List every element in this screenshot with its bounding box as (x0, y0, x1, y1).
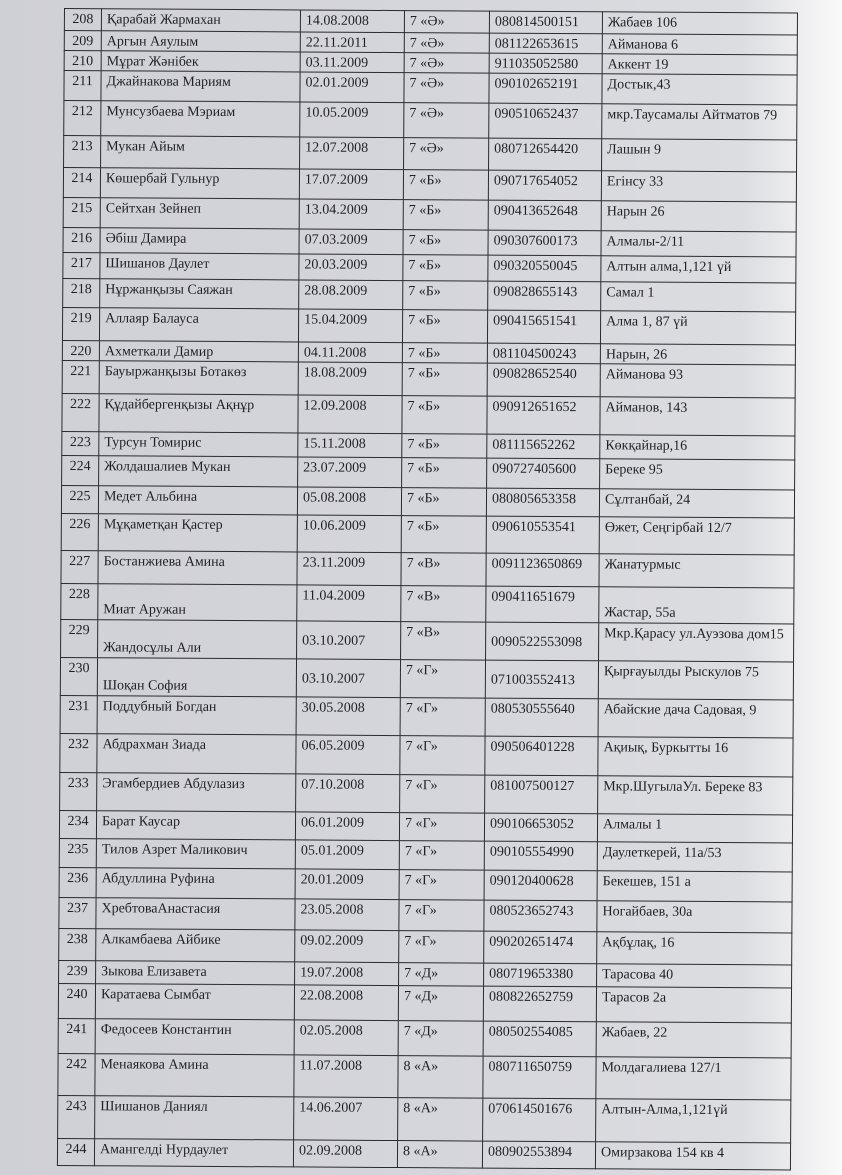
student-name: Шоқан София (97, 658, 296, 697)
student-name: Джайнакова Мариям (101, 71, 300, 102)
home-address: Мкр.Қарасу ул.Ауэзова дом15 (599, 623, 794, 662)
birth-date: 03.11.2009 (300, 52, 404, 73)
id-number: 090307600173 (488, 230, 601, 256)
home-address: Тарасов 2а (596, 987, 791, 1023)
student-name: Барат Каусар (96, 811, 295, 840)
home-address: Мкр.ШугылаУл. Береке 83 (598, 776, 793, 815)
student-name: Ахметкали Дамир (99, 341, 298, 362)
student-name: Жандосұлы Али (98, 620, 297, 659)
id-number: 090415651541 (487, 310, 600, 344)
student-name: Тилов Азрет Маликович (96, 839, 295, 869)
table-row (58, 983, 791, 1022)
table-row (60, 657, 793, 699)
class-grade: 7 «Г» (400, 775, 485, 814)
class-grade: 7 «Г» (399, 813, 484, 842)
student-name: Сейтхан Зейнеп (100, 198, 299, 229)
row-number: 211 (64, 71, 101, 101)
row-number: 231 (60, 695, 97, 733)
birth-date: 03.10.2007 (296, 659, 400, 698)
home-address: Самал 1 (601, 282, 796, 312)
class-grade: 7 «Ә» (404, 138, 489, 171)
student-name: Жолдашалиев Мукан (99, 456, 298, 487)
id-number: 090717654052 (488, 170, 601, 201)
row-number: 208 (64, 9, 101, 31)
table-row (59, 810, 792, 842)
birth-date: 12.07.2008 (300, 137, 404, 170)
id-number: 090727405600 (487, 458, 600, 489)
table-row (58, 1095, 791, 1142)
table-row (62, 455, 795, 489)
class-grade: 7 «Г» (399, 931, 484, 964)
table-row (61, 550, 794, 587)
table-row (60, 733, 793, 776)
row-number: 236 (59, 867, 96, 897)
class-grade: 7 «Ә» (404, 33, 489, 54)
id-number: 0091123650869 (486, 553, 599, 587)
birth-date: 11.04.2009 (297, 585, 401, 622)
table-row (63, 197, 796, 231)
id-number: 090828655143 (488, 281, 601, 311)
student-name: Каратаева Сымбат (95, 984, 294, 1020)
home-address: Абайские дача Садовая, 9 (598, 699, 793, 738)
row-number: 225 (61, 485, 98, 513)
row-number: 238 (59, 928, 96, 960)
birth-date: 13.04.2009 (299, 199, 403, 230)
home-address: Алма 1, 87 үй (600, 311, 795, 345)
class-grade: 7 «Г» (399, 841, 484, 871)
class-grade: 7 «Г» (400, 736, 485, 776)
class-grade: 8 «А» (398, 1098, 483, 1142)
id-number: 090912651652 (487, 396, 600, 435)
home-address: Қырғауылды Рыскулов 75 (598, 661, 793, 700)
class-grade: 7 «Д» (399, 963, 484, 987)
home-address: Береке 95 (600, 459, 795, 490)
home-address: Айманова 6 (602, 34, 797, 55)
id-number: 090506401228 (485, 736, 598, 776)
table-row (58, 1018, 791, 1057)
id-number: 090413652648 (488, 200, 601, 231)
id-number: 090320550045 (488, 255, 601, 282)
birth-date: 03.10.2007 (297, 621, 401, 660)
id-number: 090105554990 (484, 841, 597, 871)
id-number: 081007500127 (485, 775, 598, 814)
row-number: 223 (62, 431, 99, 455)
class-grade: 7 «Г» (400, 698, 485, 737)
home-address: Алмалы-2/11 (601, 231, 796, 257)
id-number: 081122653615 (489, 33, 602, 54)
student-name: Абдрахман Зиада (97, 734, 296, 774)
home-address: Бекешев, 151 а (597, 871, 792, 902)
row-number: 241 (58, 1018, 95, 1053)
student-name: Әбіш Дамира (100, 228, 299, 254)
birth-date: 02.09.2008 (293, 1140, 397, 1168)
student-name: Көшербай Гульнур (100, 168, 299, 199)
id-number: 080502554085 (483, 1021, 596, 1057)
class-grade: 7 «Б» (403, 255, 488, 282)
row-number: 226 (61, 513, 98, 550)
table-row (61, 513, 794, 554)
id-number: 080822652759 (483, 986, 596, 1022)
birth-date: 23.05.2008 (295, 899, 399, 931)
row-number: 229 (61, 619, 98, 657)
id-number: 080530555640 (485, 698, 598, 737)
table-row (63, 278, 796, 311)
class-grade: 7 «Б» (403, 281, 488, 311)
birth-date: 04.11.2008 (298, 342, 402, 363)
row-number: 230 (60, 657, 97, 695)
birth-date: 30.05.2008 (296, 697, 400, 736)
id-number: 081104500243 (487, 343, 600, 364)
class-grade: 7 «Б» (403, 230, 488, 256)
table-row (59, 867, 792, 901)
class-grade: 7 «Д» (398, 1021, 483, 1057)
student-name: Шишанов Даниял (95, 1096, 294, 1140)
home-address: Өжет, Сеңгірбай 12/7 (599, 517, 794, 555)
home-address: Жабаев, 22 (596, 1022, 791, 1058)
row-number: 213 (64, 136, 101, 168)
birth-date: 28.08.2009 (299, 280, 403, 310)
home-address: Молдагалиева 127/1 (596, 1057, 791, 1100)
birth-date: 11.07.2008 (294, 1055, 398, 1098)
class-grade: 7 «Б» (402, 363, 487, 397)
student-name: Зыкова Елизавета (96, 961, 295, 985)
birth-date: 17.07.2009 (299, 169, 403, 200)
id-number: 090510652437 (489, 103, 602, 139)
student-name: Поддубный Богдан (97, 696, 296, 735)
student-name: Миат Аружан (98, 584, 297, 621)
home-address: Айманов, 143 (600, 397, 795, 436)
student-name: Амангелді Нурдаулет (94, 1139, 293, 1167)
birth-date: 20.03.2009 (299, 254, 403, 281)
row-number: 220 (62, 340, 99, 360)
home-address: Ақбұлақ, 16 (597, 932, 792, 965)
birth-date: 22.11.2011 (300, 32, 404, 53)
class-grade: 7 «Ә» (404, 53, 489, 74)
id-number: 080902553894 (482, 1141, 595, 1169)
student-name: ХребтоваАнастасия (96, 898, 295, 930)
row-number: 233 (60, 772, 97, 810)
home-address: Алмалы 1 (597, 814, 792, 843)
id-number: 080814500151 (489, 11, 602, 34)
class-grade: 7 «Г» (399, 870, 484, 901)
id-number: 081115652262 (487, 434, 600, 459)
table-row (61, 583, 794, 623)
class-grade: 8 «А» (398, 1056, 483, 1099)
id-number: 080711650759 (483, 1056, 596, 1099)
table-row (63, 168, 796, 202)
birth-date: 05.08.2008 (297, 487, 401, 516)
birth-date: 19.07.2008 (295, 962, 399, 986)
row-number: 218 (63, 278, 100, 307)
birth-date: 07.03.2009 (299, 229, 403, 255)
class-grade: 7 «Г» (400, 660, 485, 699)
row-number: 227 (61, 550, 98, 583)
row-number: 221 (62, 360, 99, 393)
row-number: 240 (58, 983, 95, 1018)
birth-date: 20.01.2009 (295, 869, 399, 900)
birth-date: 12.09.2008 (298, 395, 402, 434)
row-number: 212 (64, 101, 101, 136)
class-grade: 8 «А» (397, 1141, 482, 1169)
row-number: 219 (62, 307, 99, 340)
table-row (59, 897, 792, 932)
id-number: 090411651679 (486, 586, 599, 623)
id-number: 080719653380 (484, 963, 597, 987)
class-grade: 7 «Д» (398, 986, 483, 1022)
class-grade: 7 «Б» (401, 516, 486, 554)
id-number: 080805653358 (486, 488, 599, 517)
student-name: Мұқаметқан Қастер (98, 514, 297, 552)
home-address: Жабаев 106 (602, 12, 797, 35)
birth-date: 09.02.2009 (295, 930, 399, 963)
birth-date: 15.11.2008 (298, 433, 402, 458)
home-address: мкр.Таусамалы Айтматов 79 (602, 104, 797, 140)
birth-date: 14.08.2008 (300, 10, 404, 33)
home-address: Айманова 93 (600, 364, 795, 398)
home-address: Көкқайнар,16 (600, 435, 795, 460)
student-name: Эгамбердиев Абдулазиз (97, 773, 296, 812)
home-address: Лашын 9 (602, 139, 797, 172)
id-number: 090120400628 (484, 870, 597, 901)
student-name: Алкамбаева Айбике (96, 929, 295, 962)
row-number: 244 (57, 1138, 94, 1165)
row-number: 242 (58, 1053, 95, 1095)
home-address: Ақиық, Буркытты 16 (598, 737, 793, 777)
home-address: Тарасова 40 (597, 964, 792, 988)
home-address: Омирзакова 154 кв 4 (595, 1142, 790, 1170)
home-address: Алтын-Алма,1,121үй (596, 1099, 791, 1143)
table-row (64, 71, 797, 105)
table-row (64, 136, 797, 172)
student-name: Бостанжиева Амина (98, 551, 297, 585)
home-address: Егінсу 33 (601, 171, 796, 202)
class-grade: 7 «Г» (399, 900, 484, 932)
birth-date: 06.01.2009 (295, 812, 399, 841)
row-number: 235 (59, 838, 96, 867)
row-number: 228 (61, 583, 98, 619)
birth-date: 07.10.2008 (296, 774, 400, 813)
id-number: 0090522553098 (486, 622, 599, 661)
table-row (61, 619, 794, 661)
row-number: 234 (59, 810, 96, 838)
class-grade: 7 «В» (401, 586, 486, 623)
class-grade: 7 «Ә» (404, 73, 489, 104)
table-row (64, 101, 797, 140)
id-number: 090102652191 (489, 73, 602, 104)
home-address: Нарын, 26 (600, 344, 795, 365)
table-row (59, 838, 792, 871)
birth-date: 14.06.2007 (294, 1097, 398, 1141)
row-number: 243 (58, 1095, 95, 1138)
row-number: 215 (63, 197, 100, 227)
class-grade: 7 «Б» (402, 434, 487, 459)
student-name: Абдуллина Руфина (96, 868, 295, 899)
id-number: 911035052580 (489, 53, 602, 74)
student-name: Нұржанқызы Саяжан (100, 279, 299, 309)
home-address: Нарын 26 (601, 201, 796, 232)
home-address: Даулеткерей, 11а/53 (597, 842, 792, 872)
class-grade: 7 «Б» (403, 170, 488, 201)
student-name: Аллаяр Балауса (99, 308, 298, 342)
table-row (60, 772, 793, 814)
row-number: 222 (62, 393, 99, 431)
student-name: Бауыржанқызы Ботакөз (99, 361, 298, 395)
class-grade: 7 «Б» (402, 343, 487, 364)
class-grade: 7 «В» (401, 622, 486, 661)
class-grade: 7 «Б» (401, 488, 486, 517)
student-name: Шишанов Даулет (100, 253, 299, 280)
id-number: 090610553541 (486, 516, 599, 554)
student-list-table (57, 8, 798, 1170)
student-name: Медет Альбина (98, 486, 297, 515)
home-address: Сұлтанбай, 24 (599, 489, 794, 518)
birth-date: 05.01.2009 (295, 840, 399, 870)
class-grade: 7 «Б» (402, 458, 487, 489)
birth-date: 15.04.2009 (298, 309, 402, 343)
birth-date: 02.05.2008 (294, 1020, 398, 1056)
student-name: Мукан Айым (101, 136, 300, 169)
student-name: Менаякова Амина (95, 1054, 294, 1097)
id-number: 080712654420 (489, 138, 602, 171)
row-number: 237 (59, 897, 96, 928)
table-row (59, 928, 792, 964)
row-number: 216 (63, 227, 100, 252)
table-row (57, 1138, 790, 1169)
class-grade: 7 «Б» (402, 310, 487, 344)
student-name: Мунсузбаева Мэриам (101, 101, 300, 137)
row-number: 209 (64, 31, 101, 51)
birth-date: 23.07.2009 (298, 457, 402, 488)
home-address: Алтын алма,1,121 үй (601, 256, 796, 283)
student-name: Құдайбергенқызы Ақнұр (99, 394, 298, 433)
birth-date: 18.08.2009 (298, 362, 402, 396)
row-number: 224 (62, 455, 99, 485)
home-address: Достык,43 (602, 74, 797, 105)
birth-date: 10.05.2009 (300, 102, 404, 138)
home-address: Жастар, 55а (599, 587, 794, 624)
home-address: Ногайбаев, 30а (597, 901, 792, 933)
birth-date: 02.01.2009 (300, 72, 404, 103)
class-grade: 7 «В» (401, 553, 486, 587)
student-name: Мұрат Жәнібек (101, 51, 300, 72)
birth-date: 10.06.2009 (297, 515, 401, 553)
birth-date: 23.11.2009 (297, 552, 401, 586)
class-grade: 7 «Ә» (404, 11, 489, 34)
home-address: Аккент 19 (602, 54, 797, 75)
id-number: 090828652540 (487, 363, 600, 397)
birth-date: 22.08.2008 (294, 985, 398, 1021)
table-row (60, 695, 793, 737)
table-row (58, 1053, 791, 1099)
row-number: 217 (63, 252, 100, 278)
row-number: 214 (63, 168, 100, 198)
id-number: 080523652743 (484, 900, 597, 932)
class-grade: 7 «Ә» (404, 103, 489, 139)
table-row (62, 393, 795, 435)
row-number: 232 (60, 733, 97, 772)
student-name: Аргын Аяулым (101, 31, 300, 52)
class-grade: 7 «Б» (403, 200, 488, 231)
student-name: Турсун Томирис (99, 432, 298, 457)
id-number: 090106653052 (484, 813, 597, 842)
class-grade: 7 «Б» (402, 396, 487, 435)
student-name: Қарабай Жармахан (101, 9, 300, 32)
row-number: 210 (64, 51, 101, 71)
student-name: Федосеев Константин (95, 1019, 294, 1055)
table-row (62, 360, 795, 397)
id-number: 070614501676 (483, 1098, 596, 1142)
id-number: 090202651474 (484, 931, 597, 964)
table-row (61, 485, 794, 517)
home-address: Жанатурмыс (599, 554, 794, 588)
row-number: 239 (59, 960, 96, 983)
table-row (62, 307, 795, 344)
birth-date: 06.05.2009 (296, 735, 400, 775)
id-number: 071003552413 (485, 660, 598, 699)
